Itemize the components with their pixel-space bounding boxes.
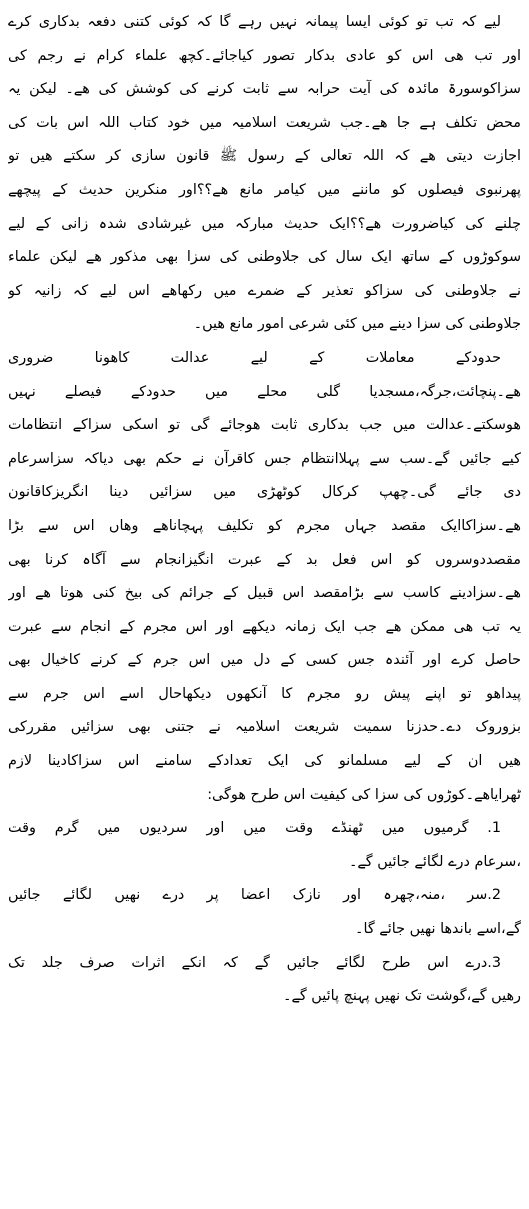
text-line: رھیں گے،گوشت تک نھیں پہنچ پائیں گے۔ xyxy=(283,988,521,1005)
list-item xyxy=(8,812,521,879)
text-line: حدودکے معاملات کے لیے عدالت کاھونا ضروری xyxy=(8,349,501,366)
text-line: دی جائے گی۔چھپ کرکال کوٹھڑی میں سزائیں دینا انگریزکاقانون xyxy=(8,484,521,501)
text-line: گے،اسے باندھا نھیں جائے گا۔ xyxy=(355,921,521,938)
text-line: یہ تب ھی ممکن ھے جب ایک زمانہ دیکھے اور اس مجرم کے انجام سے عبرت xyxy=(8,618,521,635)
text-line: نے جلاوطنی کی سزاکو تعذیر کے ضمرے میں رکھاھے اس لیے کہ زانیہ کو xyxy=(8,282,521,299)
text-line: ھوسکتے۔عدالت میں جب بدکاری ثابت ھوجائے گی تو اسکی سزاکے انتظامات xyxy=(8,417,521,434)
text-line: 3.درے اس طرح لگائے جائیں گے کہ انکے اثرات صرف جلد تک xyxy=(8,954,501,971)
list-item xyxy=(8,879,521,946)
paragraph xyxy=(8,342,521,812)
text-line: ھے۔پنچائت،جرگہ،مسجدیا گلی محلے میں حدودکے فیصلے نہیں xyxy=(8,383,521,400)
text-line: چلنے کی کیاضرورت ھے؟؟ایک حدیث مبارکہ میں غیرشادی شدہ زانی کے لیے xyxy=(8,215,521,232)
text-line: ھے۔سزاکاایک مقصد جہاں مجرم کو تکلیف پہچاناھے وھاں اس سے بڑا xyxy=(8,517,521,534)
list-item xyxy=(8,947,521,1014)
text-line: حاصل کرے اور آئندہ جس کسی کے دل میں اس جرم کے کرنے کاخیال بھی xyxy=(8,652,521,669)
text-line: کیے جائیں گے۔سب سے پہلاانتظام جس کاقرآن نے حکم بھی دیاکہ سزاسرعام xyxy=(8,450,521,467)
text-line: پیداھو تو اپنے پیش رو مجرم کا آنکھوں دیکھاحال اسے اس جرم سے xyxy=(8,685,521,702)
text-line: 2.سر ،منہ،چھرہ اور نازک اعضا پر درے نھیں لگائے جائیں xyxy=(8,887,501,904)
paragraph xyxy=(8,6,521,342)
text-line: ھیں ان کے لیے مسلمانو کی ایک تعدادکے سامنے اس سزاکادینا لازم xyxy=(8,753,521,770)
text-line: ،سرعام درے لگائے جائیں گے۔ xyxy=(348,853,521,870)
text-line: اور تب ھی اس کو عادی بدکار تصور کیاجائے۔کچھ علماء کرام نے رجم کی xyxy=(8,47,521,64)
text-line: اجازت دیتی ھے کہ اللہ تعالی کے رسول ﷺ قانون سازی کر سکتے ھیں تو xyxy=(8,148,521,165)
text-line: 1. گرمیوں میں ٹھنڈے وقت میں اور سردیوں میں گرم وقت xyxy=(8,820,501,837)
text-line: ٹھرایاھے۔کوڑوں کی سزا کی کیفیت اس طرح ھوگی: xyxy=(207,786,521,803)
text-line: مقصددوسروں کو اس فعل بد کے عبرت انگیزانجام سے آگاہ کرنا بھی xyxy=(8,551,521,568)
text-line: پھرنبوی فیصلوں کو ماننے میں کیامر مانع ھے؟؟اور منکرین حدیث کے پیچھے xyxy=(8,181,521,198)
text-line: بزوروک دے۔حدزنا سمیت شریعت اسلامیہ نے جتنی بھی سزائیں مقررکی xyxy=(8,719,521,736)
text-line: سزاکوسورۃ مائدہ کی آیت حرابہ سے ثابت کرنے کی کوشش کی ھے۔ لیکن یہ xyxy=(8,81,521,98)
text-line: جلاوطنی کی سزا دینے میں کئی شرعی امور مانع ھیں۔ xyxy=(193,316,521,333)
text-line: سوکوڑوں کے ساتھ ایک سال کی جلاوطنی کی سزا بھی مذکور ھے لیکن علماء xyxy=(8,249,521,266)
text-line: محض تکلف ہے جا ھے۔جب شریعت اسلامیہ میں خود کتاب اللہ اس بات کی xyxy=(8,114,521,131)
text-line: ھے۔سزادینے کاسب سے بڑامقصد اس قبیل کے جرائم کی بیخ کنی ھوتا ھے اور xyxy=(8,585,521,602)
text-line: لیے کہ تب تو کوئی ایسا پیمانہ نہیں رہے گا کہ کوئی کتنی دفعہ بدکاری کرے xyxy=(8,14,501,30)
